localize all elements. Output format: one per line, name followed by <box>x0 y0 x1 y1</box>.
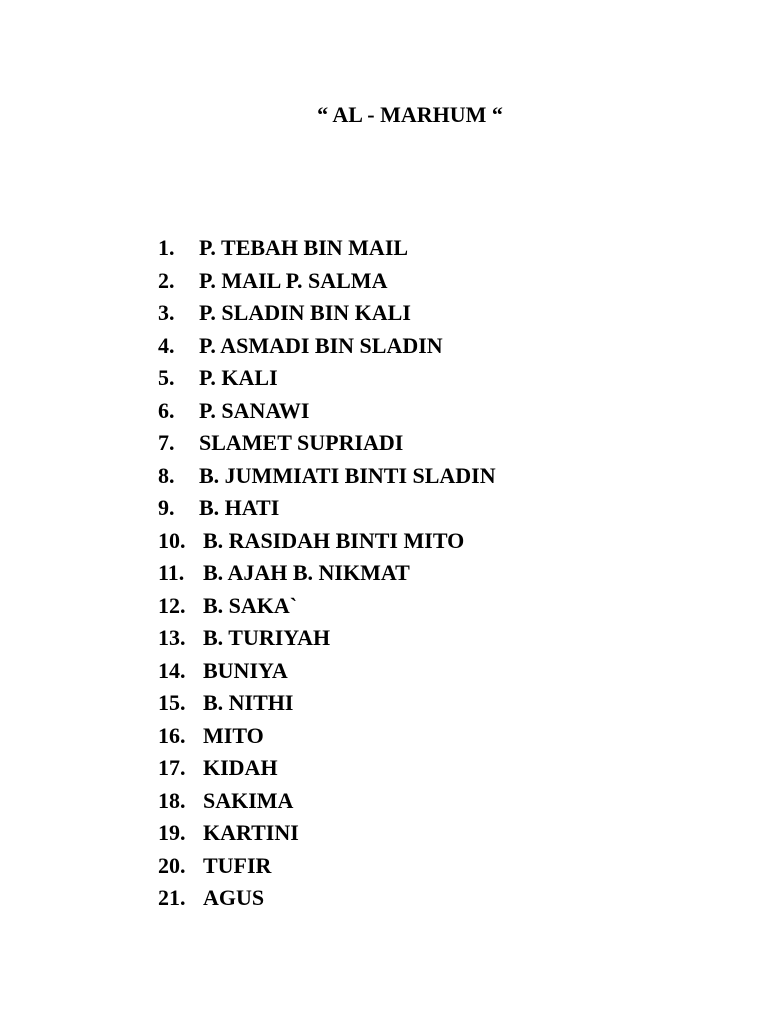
list-number: 21. <box>158 885 186 910</box>
list-number: 8. <box>158 462 175 488</box>
list-item <box>158 395 496 428</box>
list-number: 10. <box>158 527 186 553</box>
list-number: 20. <box>158 852 186 878</box>
list-item <box>158 525 496 558</box>
list-name: P. MAIL P. SALMA <box>199 267 388 293</box>
list-name: B. SAKA` <box>203 592 298 618</box>
list-name: TUFIR <box>203 852 272 878</box>
list-name: KARTINI <box>203 820 299 845</box>
list-item <box>158 687 496 720</box>
list-name: B. HATI <box>199 495 280 520</box>
list-item <box>158 850 496 883</box>
list-number: 2. <box>158 267 175 293</box>
list-item <box>158 785 496 818</box>
list-name: SAKIMA <box>203 787 294 813</box>
list-name: P. SLADIN BIN KALI <box>199 300 411 325</box>
list-number: 15. <box>158 690 186 715</box>
list-item <box>158 817 496 850</box>
list-item <box>158 492 496 525</box>
list-item <box>158 427 496 460</box>
list-name: BUNIYA <box>203 657 288 683</box>
list-name: B. AJAH B. NIKMAT <box>203 560 410 585</box>
list-number: 9. <box>158 495 175 520</box>
list-item <box>158 882 496 915</box>
list-number: 17. <box>158 755 186 780</box>
list-name: P. ASMADI BIN SLADIN <box>199 332 443 358</box>
list-number: 3. <box>158 300 175 325</box>
list-name: B. TURIYAH <box>203 625 331 650</box>
list-item <box>158 752 496 785</box>
list-item <box>158 720 496 753</box>
document-title: “ AL - MARHUM “ <box>317 102 503 127</box>
list-number: 6. <box>158 397 175 423</box>
list-number: 14. <box>158 657 186 683</box>
list-item <box>158 590 496 623</box>
list-name: B. NITHI <box>203 690 294 715</box>
list-item <box>158 655 496 688</box>
list-name: P. SANAWI <box>199 397 310 423</box>
list-name: B. JUMMIATI BINTI SLADIN <box>199 462 496 488</box>
list-number: 5. <box>158 365 175 390</box>
list-name: MITO <box>203 722 264 748</box>
list-number: 7. <box>158 430 175 455</box>
list-name: AGUS <box>203 885 265 910</box>
list-item <box>158 265 496 298</box>
list-item <box>158 557 496 590</box>
list-name: SLAMET SUPRIADI <box>199 430 404 455</box>
list-item <box>158 232 496 265</box>
list-number: 12. <box>158 592 186 618</box>
list-number: 11. <box>158 560 185 585</box>
list-name: P. TEBAH BIN MAIL <box>199 235 409 260</box>
list-number: 18. <box>158 787 186 813</box>
list-number: 16. <box>158 722 186 748</box>
list-item <box>158 297 496 330</box>
list-item <box>158 460 496 493</box>
list-item <box>158 622 496 655</box>
list-item <box>158 362 496 395</box>
list-item <box>158 330 496 363</box>
list-number: 1. <box>158 235 175 260</box>
list-number: 4. <box>158 332 175 358</box>
list-name: P. KALI <box>199 365 278 390</box>
list-number: 19. <box>158 820 186 845</box>
list-name: B. RASIDAH BINTI MITO <box>203 527 465 553</box>
list-number: 13. <box>158 625 186 650</box>
list-name: KIDAH <box>203 755 278 780</box>
name-list <box>158 232 496 915</box>
